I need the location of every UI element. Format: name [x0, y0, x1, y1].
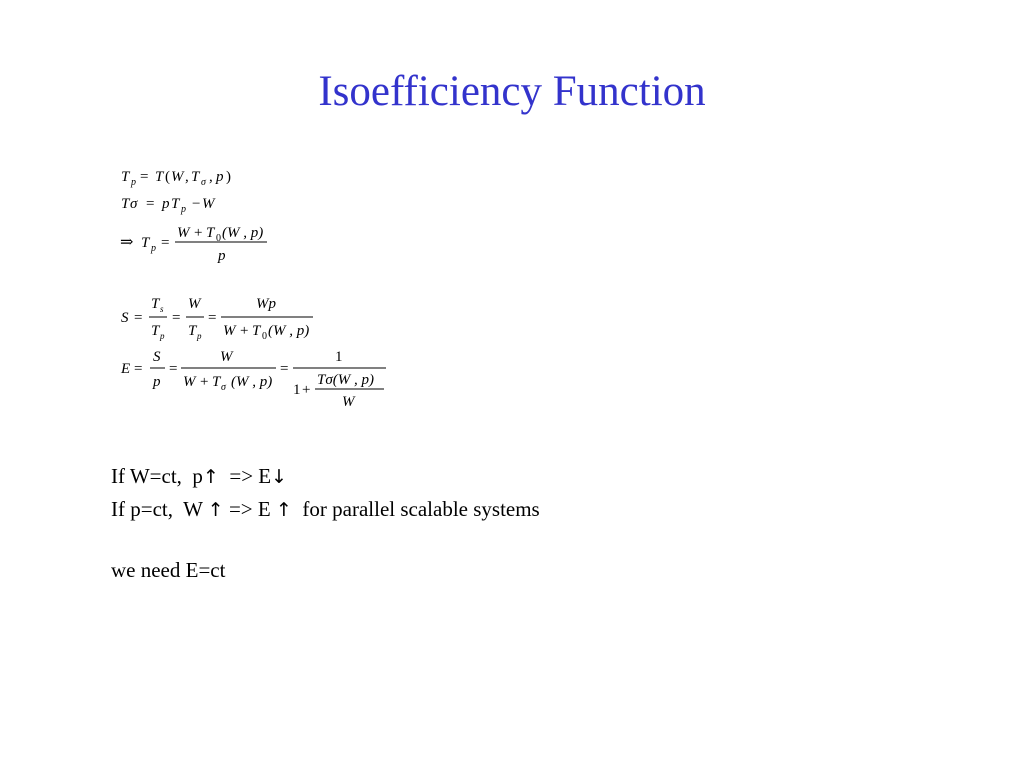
- eq4-f3-den-args: (W , p): [268, 323, 310, 339]
- eq4-f3-den-W: W: [223, 323, 236, 339]
- eq4-S: S: [121, 310, 129, 326]
- body-line-3: we need E=ct: [111, 558, 226, 582]
- eq4-f3-den-T-sub: 0: [262, 331, 267, 342]
- eq4-f3-num: Wp: [256, 296, 276, 312]
- eq4-f3-den-T: T: [252, 323, 261, 339]
- eq5-equals-1: =: [134, 361, 143, 377]
- eq2-minus: −: [192, 196, 201, 212]
- eq3-num-T: T: [206, 225, 215, 241]
- eq4-f1-den: T: [151, 323, 160, 339]
- eq3-num-args: (W , p): [222, 225, 264, 241]
- eq4-f2-den: T: [188, 323, 197, 339]
- slide-title: Isoefficiency Function: [318, 68, 706, 115]
- equation-3: [120, 225, 267, 264]
- eq1-equals: =: [140, 169, 149, 185]
- equation-5: [120, 349, 386, 410]
- up-arrow-icon: ↑: [207, 499, 224, 521]
- eq1-T2: T: [191, 169, 200, 185]
- body-line-2-text-a: If p=ct, W: [111, 497, 208, 521]
- eq4-f1-den-sub: p: [160, 331, 165, 341]
- eq5-f1-num: S: [153, 349, 161, 365]
- eq3-den: p: [218, 248, 226, 264]
- eq1-W: W: [171, 169, 184, 185]
- equation-1: [121, 169, 231, 188]
- eq5-f3-inner-num: Tσ(W , p): [317, 372, 374, 388]
- eq4-f2-den-sub: p: [197, 331, 202, 341]
- eq5-f2-den-T: T: [212, 374, 221, 390]
- eq3-num-plus: +: [194, 225, 203, 241]
- body-line-2-text-b: => E: [223, 497, 276, 521]
- eq1-open: (: [165, 169, 170, 185]
- eq5-f3-den-one: 1: [293, 382, 301, 398]
- eq3-T: T: [141, 235, 150, 251]
- equation-2: [121, 196, 216, 215]
- down-arrow-icon: ↓: [271, 466, 288, 488]
- eq1-lhs-sub: p: [131, 177, 136, 188]
- eq2-T: T: [121, 196, 130, 212]
- eq4-equals-2: =: [172, 310, 181, 326]
- equation-4: [121, 296, 313, 342]
- eq5-equals-3: =: [280, 361, 289, 377]
- eq5-f3-den-plus: +: [302, 382, 311, 398]
- eq2-equals: =: [146, 196, 155, 212]
- eq5-f2-den-args: (W , p): [231, 374, 273, 390]
- eq5-f2-den-W: W: [183, 374, 196, 390]
- eq4-equals-3: =: [208, 310, 217, 326]
- eq4-f1-num: T: [151, 296, 160, 312]
- eq3-num-T-sub: 0: [216, 233, 221, 244]
- up-arrow-icon: ↑: [202, 466, 219, 488]
- eq5-E: E: [121, 361, 131, 377]
- eq4-equals-1: =: [134, 310, 143, 326]
- eq1-comma2: ,: [209, 169, 213, 185]
- eq1-lhs-T: T: [121, 169, 130, 185]
- body-line-2: [111, 497, 540, 522]
- eq5-f2-den-plus: +: [200, 374, 209, 390]
- eq3-num-W: W: [177, 225, 190, 241]
- eq2-T2-sub: p: [181, 204, 186, 215]
- eq1-close: ): [226, 169, 231, 185]
- body-line-1-text-a: If W=ct, p: [111, 464, 203, 488]
- up-arrow-icon: ↑: [275, 499, 292, 521]
- eq5-f2-num: W: [220, 349, 233, 365]
- eq5-f3-inner-den: W: [342, 394, 355, 410]
- eq3-implies: ⇒: [120, 234, 134, 251]
- body-line-2-text-c: for parallel scalable systems: [291, 497, 540, 521]
- eq4-f1-num-sub: s: [160, 304, 164, 314]
- eq1-T2-sub: σ: [201, 177, 206, 188]
- eq4-f3-den-plus: +: [240, 323, 249, 339]
- eq5-equals-2: =: [169, 361, 178, 377]
- eq2-p: p: [162, 196, 170, 212]
- eq5-f3-num: 1: [335, 349, 343, 365]
- eq5-f2-den-T-sub: σ: [221, 382, 226, 393]
- body-line-1: [111, 464, 287, 489]
- eq4-f2-num: W: [188, 296, 201, 312]
- eq3-equals: =: [161, 235, 170, 251]
- eq1-p: p: [216, 169, 224, 185]
- eq2-W: W: [202, 196, 215, 212]
- body-line-1-text-b: => E: [218, 464, 272, 488]
- eq2-sigma: σ: [130, 196, 138, 212]
- eq3-T-sub: p: [151, 243, 156, 254]
- eq1-comma1: ,: [185, 169, 189, 185]
- eq5-f1-den: p: [153, 374, 161, 390]
- eq1-T: T: [155, 169, 164, 185]
- eq2-T2: T: [171, 196, 180, 212]
